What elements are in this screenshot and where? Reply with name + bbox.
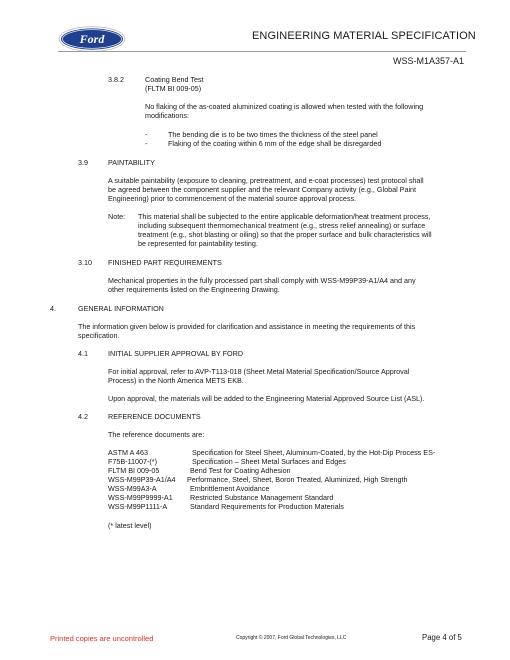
reference-code: F75B-11007-(*) <box>108 457 158 466</box>
reference-code: WSS-M99P39-A1/A4 <box>108 475 176 484</box>
reference-code: ASTM A 463 <box>108 448 148 457</box>
note-line: be represented for paintability testing. <box>138 239 258 248</box>
paragraph-line: Engineering) prior to commencement of the material source approval process. <box>108 194 357 203</box>
section-number: 4.2 <box>78 412 88 421</box>
bullet-text: Flaking of the coating within 6 mm of the edge shall be disregarded <box>168 139 382 148</box>
reference-row <box>108 475 468 484</box>
reference-row <box>108 466 468 475</box>
section-title: PAINTABILITY <box>108 158 155 167</box>
doc-number: WSS-M1A357-A1 <box>392 56 464 66</box>
copyright-notice: Copyright © 2007, Ford Global Technologies, LLC <box>236 635 347 641</box>
paragraph-line: Mechanical properties in the fully processed part shall comply with WSS-M99P39-A1/A4 and any <box>108 276 416 285</box>
test-method: (FLTM BI 009-05) <box>145 84 202 93</box>
paragraph-line: For initial approval, refer to AVP-T113-018 (Sheet Metal Material Specification/Source Approval <box>108 367 410 376</box>
section-title: REFERENCE DOCUMENTS <box>108 412 201 421</box>
paragraph-line: Process) in the North America METS EKB. <box>108 376 244 385</box>
reference-row <box>108 457 468 466</box>
note-line: including subsequent thermomechanical treatment (e.g., stress relief annealing) or surface <box>138 221 426 230</box>
note-line: treatment (e.g., shot blasting or oiling) so that the proper surface and bulk characteristics will <box>138 230 432 239</box>
reference-description: Standard Requirements for Production Materials <box>190 502 344 511</box>
reference-row <box>108 493 468 502</box>
paragraph-line: The information given below is provided for clarification and assistance in meeting the requirements of this <box>78 322 416 331</box>
section-title: INITIAL SUPPLIER APPROVAL BY FORD <box>108 349 244 358</box>
footnote: (* latest level) <box>108 521 152 530</box>
section-number: 3.8.2 <box>108 75 124 84</box>
logo-text: Ford <box>79 32 105 46</box>
reference-row <box>108 484 468 493</box>
section-number: 4. <box>50 304 56 313</box>
page-number: Page 4 of 5 <box>422 633 462 642</box>
reference-description: Performance, Steel, Sheet, Boron Treated, Aluminized, High Strength <box>187 475 408 484</box>
paragraph-line: No flaking of the as-coated aluminized coating is allowed when tested with the following <box>145 102 424 111</box>
ford-logo-icon <box>58 26 126 52</box>
reference-description: Embrittlement Avoidance <box>190 484 270 493</box>
paragraph-line: modifications: <box>145 111 189 120</box>
bullet-dash: - <box>145 130 148 139</box>
page-title: ENGINEERING MATERIAL SPECIFICATION <box>252 30 476 42</box>
reference-code: WSS-M99P9999-A1 <box>108 493 173 502</box>
reference-code: FLTM BI 009-05 <box>108 466 160 475</box>
header-divider <box>58 51 466 52</box>
reference-description: Specification for Steel Sheet, Aluminum-Coated, by the Hot-Dip Process ES- <box>192 448 436 457</box>
paragraph-line: Upon approval, the materials will be added to the Engineering Material Approved Source List (ASL). <box>108 394 425 403</box>
bullet-text: The bending die is to be two times the thickness of the steel panel <box>168 130 378 139</box>
paragraph-line: The reference documents are: <box>108 430 205 439</box>
reference-row <box>108 448 468 457</box>
section-number: 3.9 <box>78 158 88 167</box>
uncontrolled-notice: Printed copies are uncontrolled <box>50 634 154 643</box>
section-number: 4.1 <box>78 349 88 358</box>
reference-row <box>108 502 468 511</box>
paragraph-line: A suitable paintability (exposure to cleaning, pretreatment, and e-coat processes) test protocol shall <box>108 176 424 185</box>
reference-code: WSS-M99A3-A <box>108 484 157 493</box>
reference-description: Restricted Substance Management Standard <box>190 493 334 502</box>
section-title: FINISHED PART REQUIREMENTS <box>108 258 222 267</box>
note-line: This material shall be subjected to the entire applicable deformation/heat treatment process, <box>138 212 431 221</box>
paragraph-line: be agreed between the component supplier and the relevant Company activity (e.g., Global Paint <box>108 185 417 194</box>
section-title: GENERAL INFORMATION <box>78 304 164 313</box>
bullet-dash: - <box>145 139 148 148</box>
section-number: 3.10 <box>78 258 92 267</box>
reference-code: WSS-M99P1111-A <box>108 502 168 511</box>
section-title: Coating Bend Test <box>145 75 204 84</box>
reference-description: Specification – Sheet Metal Surfaces and Edges <box>192 457 346 466</box>
paragraph-line: specification. <box>78 331 120 340</box>
paragraph-line: other requirements listed on the Engineering Drawing. <box>108 285 280 294</box>
reference-description: Bend Test for Coating Adhesion <box>190 466 291 475</box>
note-label: Note: <box>108 212 126 221</box>
